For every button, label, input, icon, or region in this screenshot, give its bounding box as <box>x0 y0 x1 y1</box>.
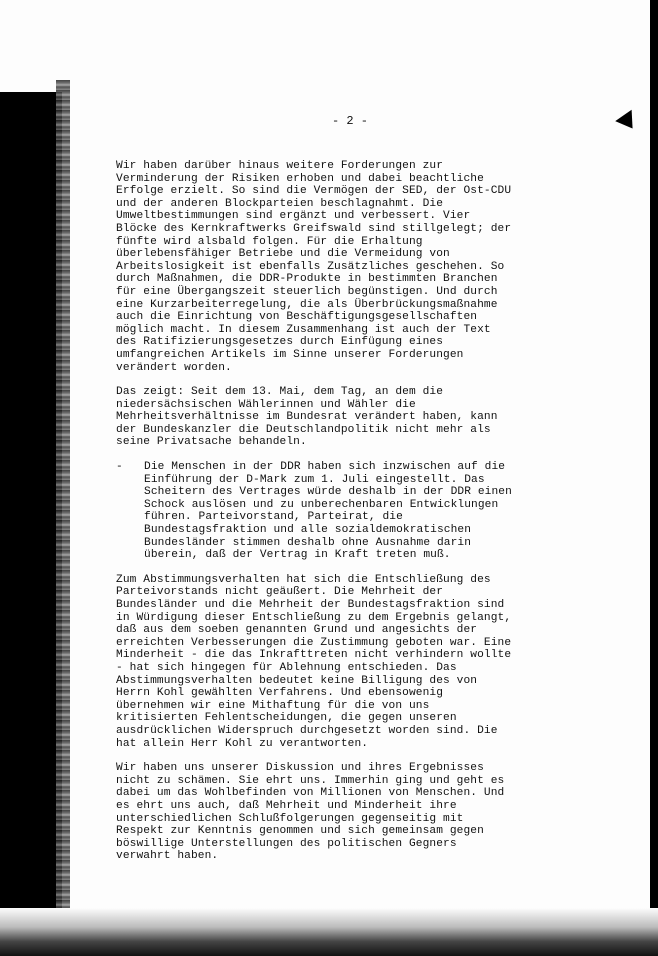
bullet-text: Die Menschen in der DDR haben sich inzwischen auf die Einführung der D-Mark zum 1. Juli eingestellt. Das Scheitern des Vertrages würde deshalb in der DDR einen Schock auslösen und zu unberechenbaren Entwicklungen führen. Parteivorstand, Parteirat, die Bundestagsfraktion und alle sozialdemokratischen Bundesländer stimmen deshalb ohne Ausnahme darin überein, daß der Vertrag in Kraft treten muß. <box>144 461 512 562</box>
paragraph-2: Das zeigt: Seit dem 13. Mai, dem Tag, an dem die niedersächsischen Wählerinnen und Wähler die Mehrheitsverhältnisse im Bundesrat verändert haben, kann der Bundeskanzler die Deutschlandpolitik nicht mehr als seine Privatsache behandeln. <box>116 386 498 449</box>
document-body <box>116 160 556 875</box>
paragraph-3: Zum Abstimmungsverhalten hat sich die Entschließung des Parteivorstands nicht geäußert. Die Mehrheit der Bundesländer und die Mehrheit der Bundestagsfraktion sind in Würdigung dieser Entschließung zu dem Ergebnis gelangt, daß aus dem soeben genannten Grund und angesichts der erreichten Verbesserungen die Zustimmung geboten war. Eine Minderheit - die das Inkrafttreten nicht verhindern wollte - hat sich hingegen für Ablehnung entschieden. Das Abstimmungsverhalten bedeutet keine Billigung des von Herrn Kohl gewählten Verfahrens. Und ebensowenig übernehmen wir eine Mithaftung für die von uns kritisierten Fehlentscheidungen, die gegen unseren ausdrücklichen Widerspruch durchgesetzt worden sind. Die hat allein Herr Kohl zu verantworten. <box>116 573 512 750</box>
bullet-item <box>116 461 556 562</box>
page-number: - 2 - <box>332 114 369 128</box>
scan-bottom-edge <box>0 908 658 956</box>
page-top-area <box>0 0 658 92</box>
paragraph-1: Wir haben darüber hinaus weitere Forderungen zur Verminderung der Risiken erhoben und dabei beachtliche Erfolge erzielt. So sind die Vermögen der SED, der Ost-CDU und der anderen Blockparteien beschlagnahmt. Die Umweltbestimmungen sind ergänzt und verbessert. Vier Blöcke des Kernkraftwerks Greifswald sind stillgelegt; der fünfte wird alsbald folgen. Für die Erhaltung überlebensfähiger Betriebe und die Vermeidung von Arbeitslosigkeit ist ebenfalls Zusätzliches geschehen. So durch Maßnahmen, die DDR-Produkte in bestimmten Branchen für eine Übergangszeit steuerlich begünstigen. Und durch eine Kurzarbeiterregelung, die als Überbrückungsmaßnahme auch die Einrichtung von Beschäftigungsgesellschaften möglich macht. In diesem Zusammenhang ist auch der Text des Ratifizierungsgesetzes durch Einfügung eines umfangreichen Artikels im Sinne unserer Forderungen verändert worden. <box>116 160 512 374</box>
scan-binding-edge <box>56 80 70 910</box>
paragraph-4: Wir haben uns unserer Diskussion und ihres Ergebnisses nicht zu schämen. Sie ehrt uns. Immerhin ging und geht es dabei um das Wohlbefinden von Millionen von Menschen. Und es ehrt uns auch, daß Mehrheit und Minderheit ihre unterschiedlichen Schlußfolgerungen gegenseitig mit Respekt zur Kenntnis genommen und sich gemeinsam gegen böswillige Unterstellungen des politischen Gegners verwahrt haben. <box>116 762 505 863</box>
bullet-dash: - <box>116 461 123 474</box>
scan-right-edge <box>650 0 658 956</box>
